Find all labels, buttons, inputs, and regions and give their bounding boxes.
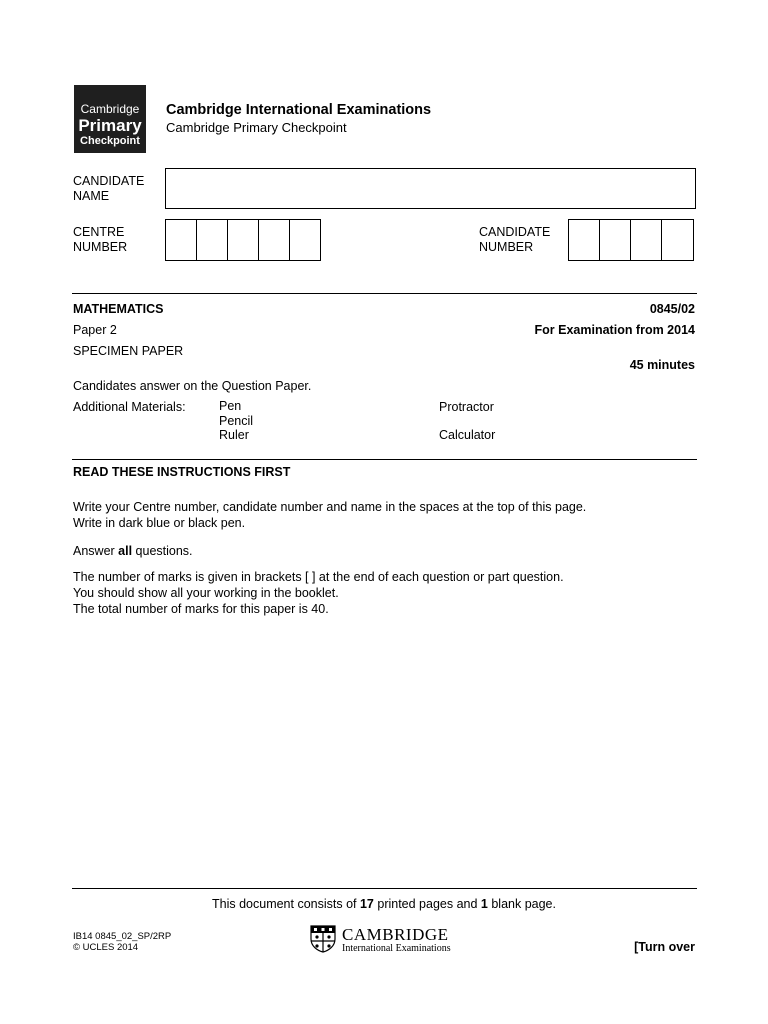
instructions-paragraph: Write your Centre number, candidate number and name in the spaces at the top of this page. Write in dark blue or black pen. xyxy=(73,500,587,530)
organisation-title: Cambridge International Examinations xyxy=(166,102,432,118)
centre-number-digit-box[interactable] xyxy=(227,219,259,261)
copyright: © UCLES 2014 xyxy=(73,942,139,953)
paper-number: Paper 2 xyxy=(73,323,117,337)
centre-number-digit-box[interactable] xyxy=(289,219,321,261)
organisation-subtitle: Cambridge Primary Checkpoint xyxy=(166,120,347,135)
reference-code: IB14 0845_02_SP/2RP xyxy=(73,931,172,942)
materials-label: Additional Materials: xyxy=(73,400,186,414)
centre-number-digit-box[interactable] xyxy=(165,219,197,261)
centre-number-label: CENTRE NUMBER xyxy=(73,225,128,254)
document-reference xyxy=(73,931,171,953)
material-item: Ruler xyxy=(219,428,249,442)
candidate-number-boxes xyxy=(568,219,694,261)
logo-line-1: Cambridge xyxy=(80,102,140,116)
material-item: Calculator xyxy=(439,428,496,442)
section-divider xyxy=(72,293,697,294)
material-item: Pen xyxy=(219,399,242,413)
candidate-number-digit-box[interactable] xyxy=(599,219,631,261)
instructions-paragraph: The number of marks is given in brackets [ ] at the end of each question or part question. You should show all your working in the booklet. The total number of marks for this paper is 40. xyxy=(73,570,564,616)
logo-line-2: Primary xyxy=(78,116,142,135)
cambridge-crest-icon xyxy=(310,925,336,953)
instructions-heading: READ THESE INSTRUCTIONS FIRST xyxy=(73,465,291,479)
candidate-number-digit-box[interactable] xyxy=(661,219,694,261)
subject-name: MATHEMATICS xyxy=(73,302,164,316)
candidate-number-label: CANDIDATE NUMBER xyxy=(479,225,551,254)
paper-code: 0845/02 xyxy=(649,302,695,316)
instructions-paragraph: Answer all questions. xyxy=(73,544,193,558)
logo-line-3: Checkpoint xyxy=(80,135,140,147)
candidate-name-label: CANDIDATE NAME xyxy=(73,174,145,203)
centre-number-digit-box[interactable] xyxy=(196,219,228,261)
cambridge-wordmark: CAMBRIDGE xyxy=(342,925,449,944)
page-count-note: This document consists of 17 printed pages and 1 blank page. xyxy=(212,897,556,911)
specimen-label: SPECIMEN PAPER xyxy=(73,344,184,358)
material-item: Pencil xyxy=(219,413,254,428)
cambridge-primary-checkpoint-logo xyxy=(74,85,146,153)
duration: 45 minutes xyxy=(629,358,695,372)
centre-number-boxes xyxy=(165,219,321,261)
section-divider xyxy=(72,459,697,460)
centre-number-digit-box[interactable] xyxy=(258,219,290,261)
cambridge-wordmark-subtitle: International Examinations xyxy=(342,943,451,954)
candidate-number-digit-box[interactable] xyxy=(568,219,600,261)
answer-note: Candidates answer on the Question Paper. xyxy=(73,379,312,393)
footer-divider xyxy=(72,888,697,889)
candidate-name-field[interactable] xyxy=(165,168,696,209)
material-item: Protractor xyxy=(439,400,494,414)
materials-list xyxy=(219,399,253,443)
candidate-number-digit-box[interactable] xyxy=(630,219,662,261)
turn-over-note: [Turn over xyxy=(634,940,695,954)
exam-from: For Examination from 2014 xyxy=(534,323,695,337)
